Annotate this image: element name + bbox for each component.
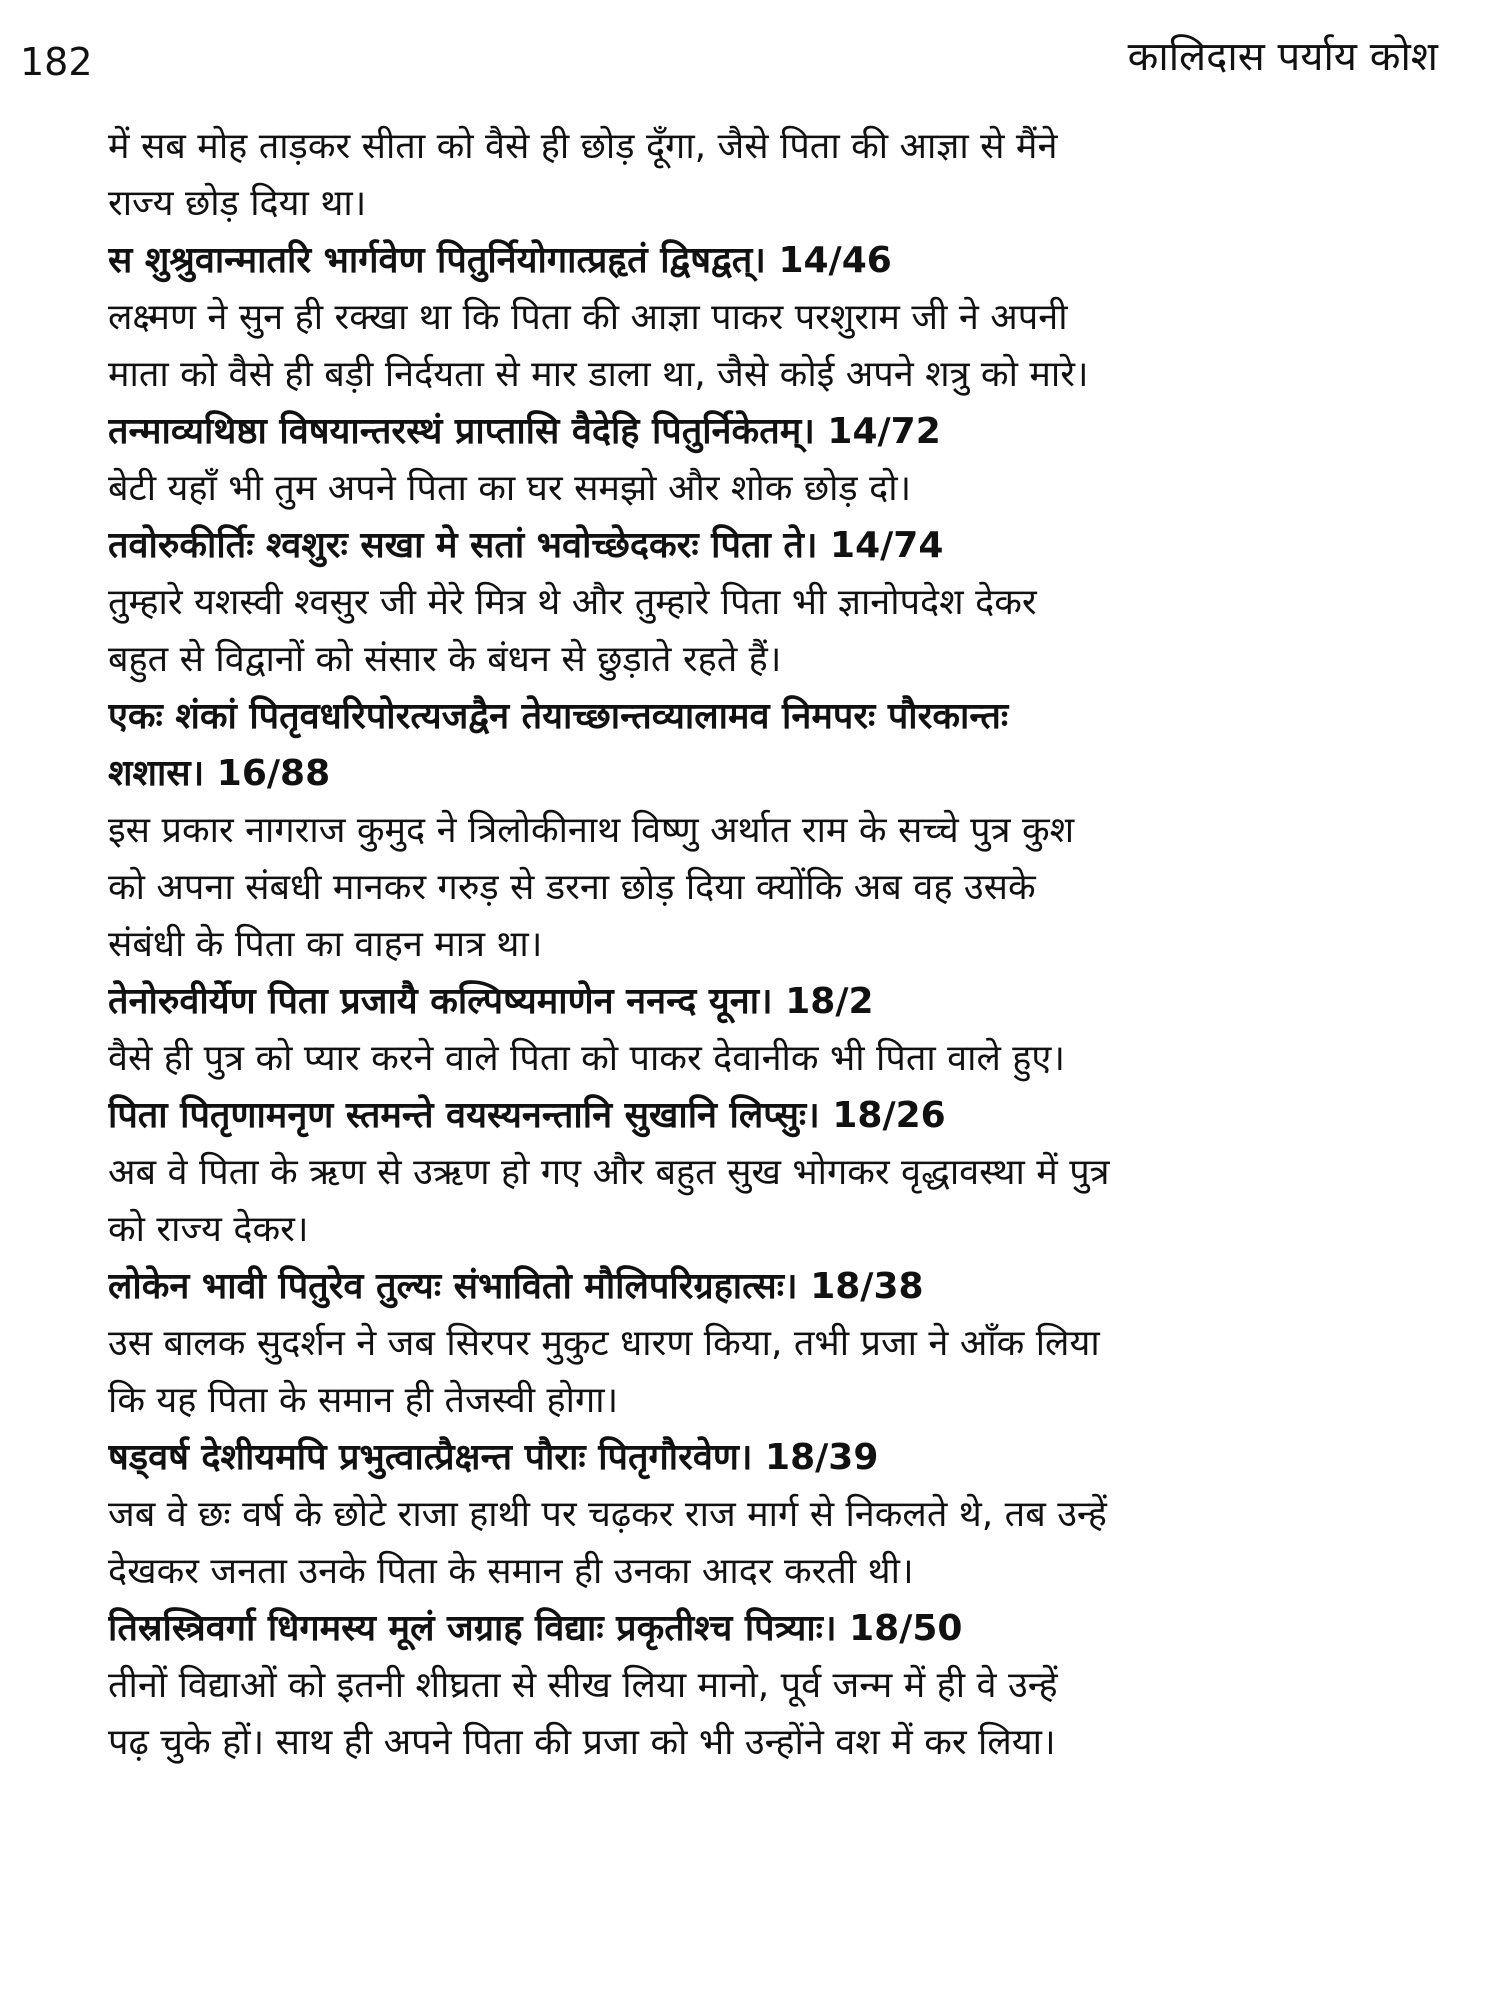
gloss-line: तुम्हारे यशस्वी श्वसुर जी मेरे मित्र थे और तुम्हारे पिता भी ज्ञानोपदेश देकर — [108, 582, 1037, 623]
gloss-line: उस बालक सुदर्शन ने जब सिरपर मुकुट धारण किया, तभी प्रजा ने आँक लिया — [108, 1323, 1100, 1364]
gloss-line: कि यह पिता के समान ही तेजस्वी होगा। — [108, 1380, 619, 1421]
gloss-line: पढ़ चुके हों। साथ ही अपने पिता की प्रजा को भी उन्होंने वश में कर लिया। — [108, 1722, 1056, 1763]
gloss-line: बहुत से विद्वानों को संसार के बंधन से छुड़ाते रहते हैं। — [108, 639, 782, 680]
gloss-line: संबंधी के पिता का वाहन मात्र था। — [108, 924, 543, 965]
gloss-line: को राज्य देकर। — [108, 1209, 309, 1250]
gloss-line: इस प्रकार नागराज कुमुद ने त्रिलोकीनाथ विष्णु अर्थात राम के सच्चे पुत्र कुश — [108, 810, 1075, 851]
gloss-line: राज्य छोड़ दिया था। — [108, 183, 367, 224]
page-number: 182 — [20, 40, 93, 84]
verse-line: पिता पितृणामनृण स्तमन्ते वयस्यनन्तानि सुखानि लिप्सुः। 18/26 — [108, 1095, 946, 1136]
verse-line: षड्वर्ष देशीयमपि प्रभुत्वात्प्रैक्षन्त पौराः पितृगौरवेण। 18/39 — [108, 1437, 879, 1478]
verse-line: तेनोरुवीर्येण पिता प्रजायै कल्पिष्यमाणेन ननन्द यूना। 18/2 — [108, 981, 874, 1022]
gloss-line: में सब मोह ताड़कर सीता को वैसे ही छोड़ दूँगा, जैसे पिता की आज्ञा से मैंने — [108, 126, 1058, 167]
page-body — [108, 118, 1448, 1771]
verse-line: तन्माव्यथिष्ठा विषयान्तरस्थं प्राप्तासि वैदेहि पितुर्निकेतम्। 14/72 — [108, 411, 941, 452]
verse-line: एकः शंकां पितृवधरिपोरत्यजद्वैन तेयाच्छान्तव्यालामव निमपरः पौरकान्तः — [108, 696, 1009, 737]
page-header — [0, 0, 1500, 110]
verse-line: तिस्रस्त्रिवर्गा धिगमस्य मूलं जग्राह विद्याः प्रकृतीश्च पित्र्याः। 18/50 — [108, 1608, 963, 1649]
verse-line: स शुश्रुवान्मातरि भार्गवेण पितुर्नियोगात्प्रहृतं द्विषद्वत्। 14/46 — [108, 240, 892, 281]
gloss-line: अब वे पिता के ऋण से उऋण हो गए और बहुत सुख भोगकर वृद्धावस्था में पुत्र — [108, 1152, 1110, 1193]
gloss-line: तीनों विद्याओं को इतनी शीघ्रता से सीख लिया मानो, पूर्व जन्म में ही वे उन्हें — [108, 1665, 1058, 1706]
gloss-line: देखकर जनता उनके पिता के समान ही उनका आदर करती थी। — [108, 1551, 914, 1592]
gloss-line: बेटी यहाँ भी तुम अपने पिता का घर समझो और शोक छोड़ दो। — [108, 468, 912, 509]
gloss-line: लक्ष्मण ने सुन ही रक्खा था कि पिता की आज्ञा पाकर परशुराम जी ने अपनी — [108, 297, 1068, 338]
gloss-line: जब वे छः वर्ष के छोटे राजा हाथी पर चढ़कर राज मार्ग से निकलते थे, तब उन्हें — [108, 1494, 1107, 1535]
gloss-line: माता को वैसे ही बड़ी निर्दयता से मार डाला था, जैसे कोई अपने शत्रु को मारे। — [108, 354, 1089, 395]
verse-line: तवोरुकीर्तिः श्वशुरः सखा मे सतां भवोच्छेदकरः पिता ते। 14/74 — [108, 525, 944, 566]
verse-line: लोकेन भावी पितुरेव तुल्यः संभावितो मौलिपरिग्रहात्सः। 18/38 — [108, 1266, 924, 1307]
gloss-line: को अपना संबधी मानकर गरुड़ से डरना छोड़ दिया क्योंकि अब वह उसके — [108, 867, 1036, 908]
verse-line: शशास। 16/88 — [108, 753, 331, 794]
running-title: कालिदास पर्याय कोश — [1127, 34, 1438, 80]
gloss-line: वैसे ही पुत्र को प्यार करने वाले पिता को पाकर देवानीक भी पिता वाले हुए। — [108, 1038, 1065, 1079]
